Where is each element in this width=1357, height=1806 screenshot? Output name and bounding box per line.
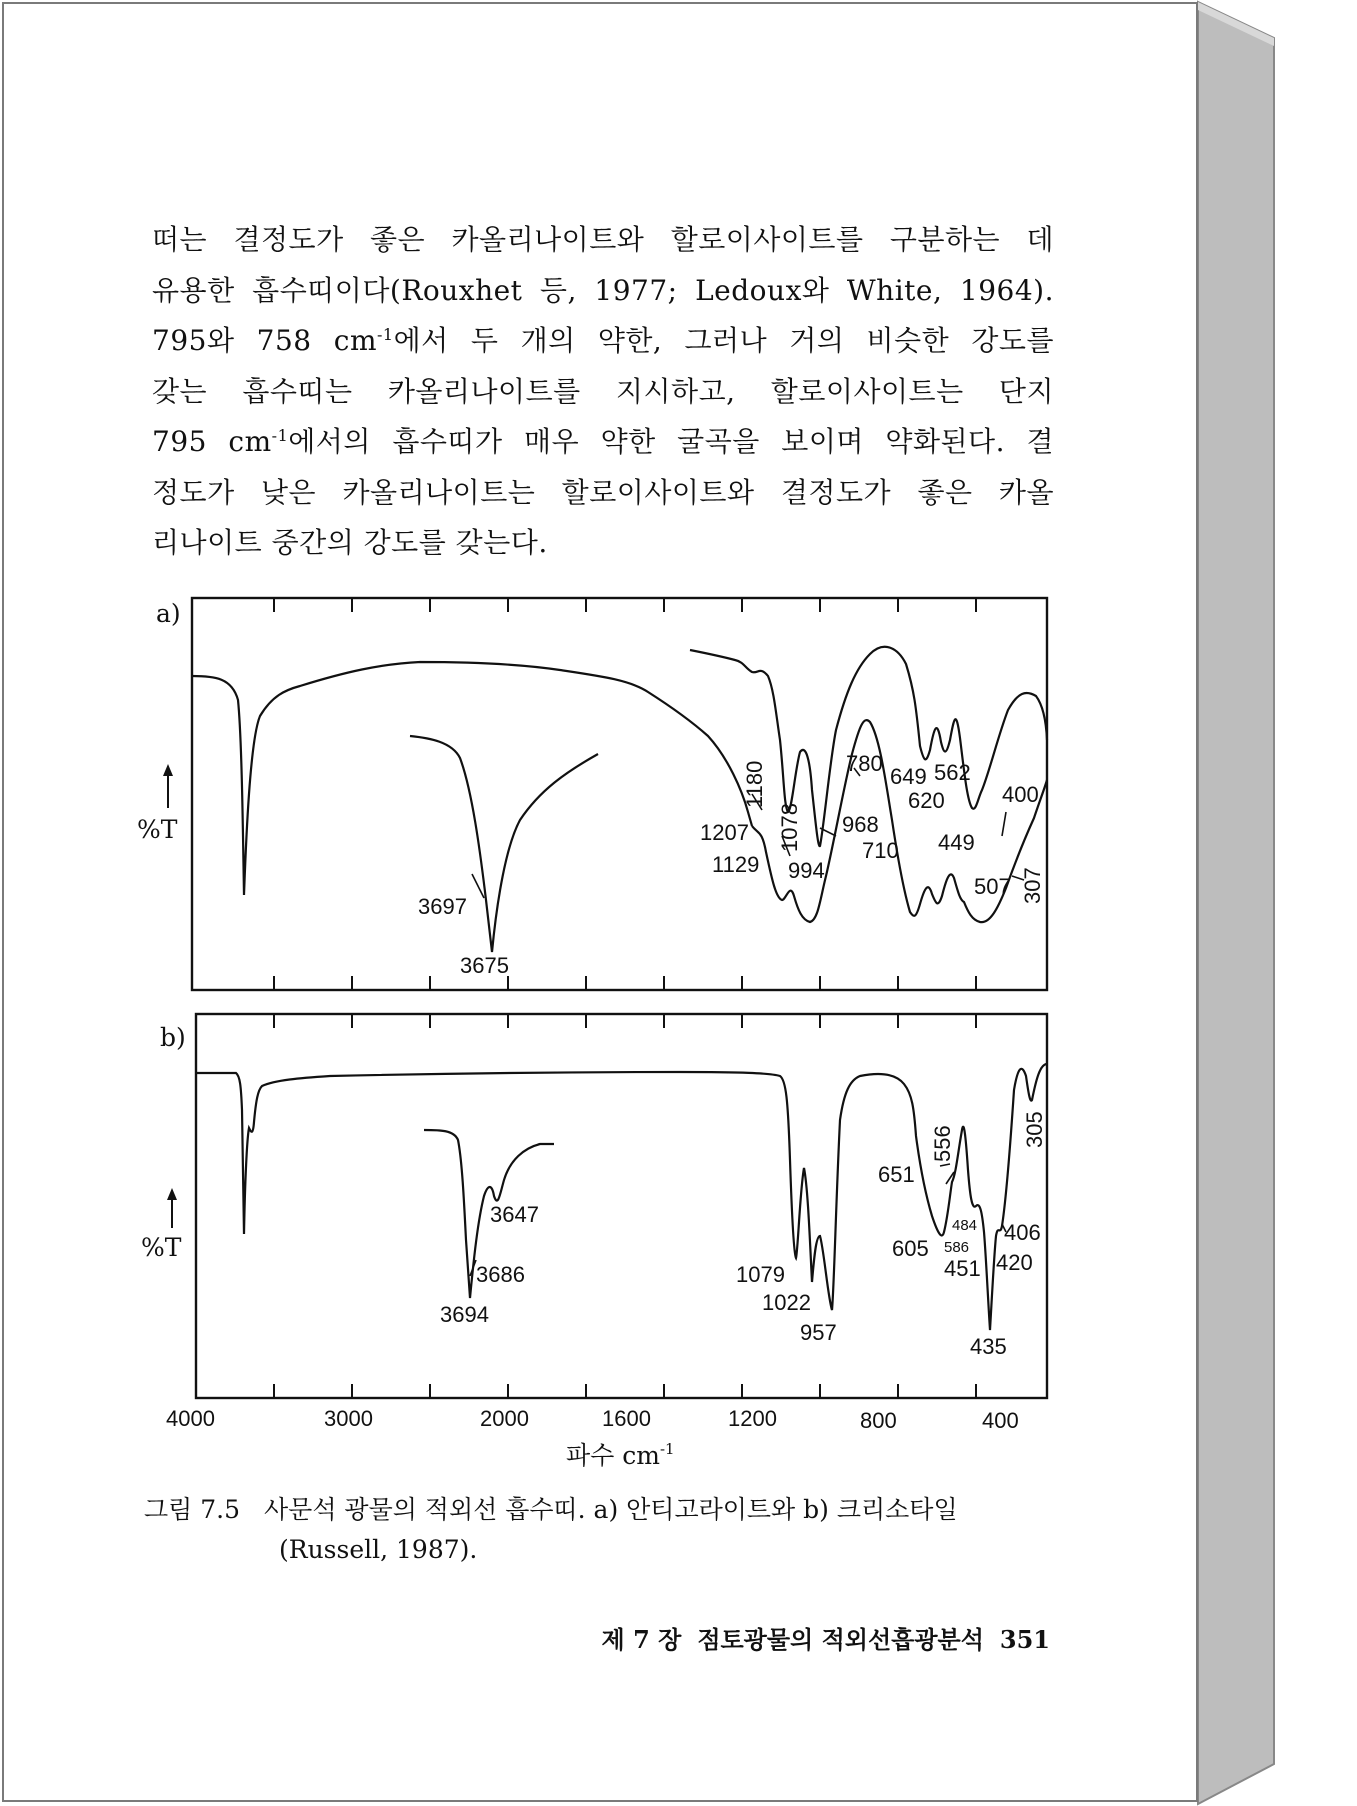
footer-chapter: 제 7 장 — [601, 1625, 682, 1654]
ylabel-arrowhead-a — [163, 764, 173, 776]
peak-label: 420 — [996, 1250, 1033, 1275]
spectrum-a-oh-inset — [410, 736, 598, 952]
caption-citation: (Russell, 1987). — [279, 1535, 478, 1564]
peak-label: 605 — [892, 1236, 929, 1261]
peak-label: 1079 — [736, 1262, 785, 1287]
x-tick-label: 1600 — [602, 1406, 651, 1431]
peak-label: 3697 — [418, 894, 467, 919]
panel-a — [137, 598, 1047, 990]
panel-b-label: b) — [160, 1023, 186, 1052]
peak-label: 449 — [938, 830, 975, 855]
page-footer — [550, 1620, 1050, 1655]
peak-label: 780 — [846, 751, 883, 776]
caption-text: 사문석 광물의 적외선 흡수띠. a) 안티고라이트와 b) 크리소타일 — [264, 1495, 958, 1524]
x-tick-label: 400 — [982, 1408, 1019, 1433]
peak-label: 1207 — [700, 820, 749, 845]
peak-label: 451 — [944, 1256, 981, 1281]
panel-b-ylabel — [141, 1188, 182, 1262]
ylabel-arrowhead-b — [167, 1188, 177, 1200]
spectrum-a-main — [192, 662, 752, 895]
peak-label: 620 — [908, 788, 945, 813]
panel-a-ticks — [274, 598, 976, 990]
peak-label: 1078 — [777, 803, 802, 852]
peak-label: 968 — [842, 812, 879, 837]
caption-number: 그림 7.5 — [144, 1495, 241, 1524]
panel-b — [141, 1014, 1047, 1398]
page-number: 351 — [999, 1625, 1050, 1654]
panel-a-ylabel — [137, 764, 178, 844]
peak-label: 649 — [890, 764, 927, 789]
text-line: 리나이트 중간의 강도를 갖는다. — [152, 526, 548, 559]
x-tick-label: 2000 — [480, 1406, 529, 1431]
x-tick-label: 800 — [860, 1408, 897, 1433]
peak-label: 400 — [1002, 782, 1039, 807]
peak-label: 507 — [974, 874, 1011, 899]
peak-label: 3686 — [476, 1262, 525, 1287]
text-line: 유용한 흡수띠이다(Rouxhet 등, 1977; Ledoux와 White, 1964). — [152, 273, 1054, 307]
text-line: 갖는 흡수띠는 카올리나이트를 지시하고, 할로이사이트는 단지 — [152, 374, 1054, 408]
peak-label: 556 — [930, 1125, 955, 1162]
peak-label: 562 — [934, 760, 971, 785]
x-axis-tick-labels — [166, 1406, 1019, 1433]
peak-label: 586 — [944, 1239, 970, 1256]
peak-label: 1022 — [762, 1290, 811, 1315]
x-tick-label: 1200 — [728, 1406, 777, 1431]
peak-label: 3694 — [440, 1302, 489, 1327]
text-line: 정도가 낮은 카올리나이트는 할로이사이트와 결정도가 좋은 카올 — [152, 475, 1054, 509]
peak-label: 307 — [1020, 867, 1045, 904]
peak-label: 305 — [1022, 1111, 1047, 1148]
x-tick-label: 4000 — [166, 1406, 215, 1431]
peak-label: 957 — [800, 1320, 837, 1345]
figure-caption — [144, 1490, 1060, 1570]
x-tick-label: 3000 — [324, 1406, 373, 1431]
peak-label: 406 — [1004, 1220, 1041, 1245]
peak-label: 651 — [878, 1162, 915, 1187]
panel-a-ylabel-text: %T — [137, 815, 178, 844]
peak-label: 435 — [970, 1334, 1007, 1359]
spectrum-b-main — [196, 1064, 1047, 1330]
peak-label: 3647 — [490, 1202, 539, 1227]
text-line: 떠는 결정도가 좋은 카올리나이트와 할로이사이트를 구분하는 데 — [152, 223, 1054, 256]
peak-label: 710 — [862, 838, 899, 863]
text-line: 795 $cm^{-1}$에서의 흡수띠가 매우 약한 굴곡을 보이며 약화된다. 결 — [152, 425, 1055, 458]
peak-label: 994 — [788, 858, 825, 883]
text-line: 795와 758 $cm^{-1}$에서 두 개의 약한, 그러나 거의 비슷한 강도를 — [152, 324, 1054, 357]
peak-label: 484 — [952, 1217, 978, 1234]
panel-a-label: a) — [156, 599, 181, 628]
x-axis-label: 파수 $cm^{-1}$ — [566, 1440, 675, 1470]
footer-title: 점토광물의 적외선흡광분석 — [697, 1625, 984, 1654]
peak-label: 1180 — [742, 760, 767, 808]
peak-label: 3675 — [460, 953, 509, 978]
panel-b-ylabel-text: %T — [141, 1233, 182, 1262]
peak-label: 1129 — [712, 852, 760, 877]
